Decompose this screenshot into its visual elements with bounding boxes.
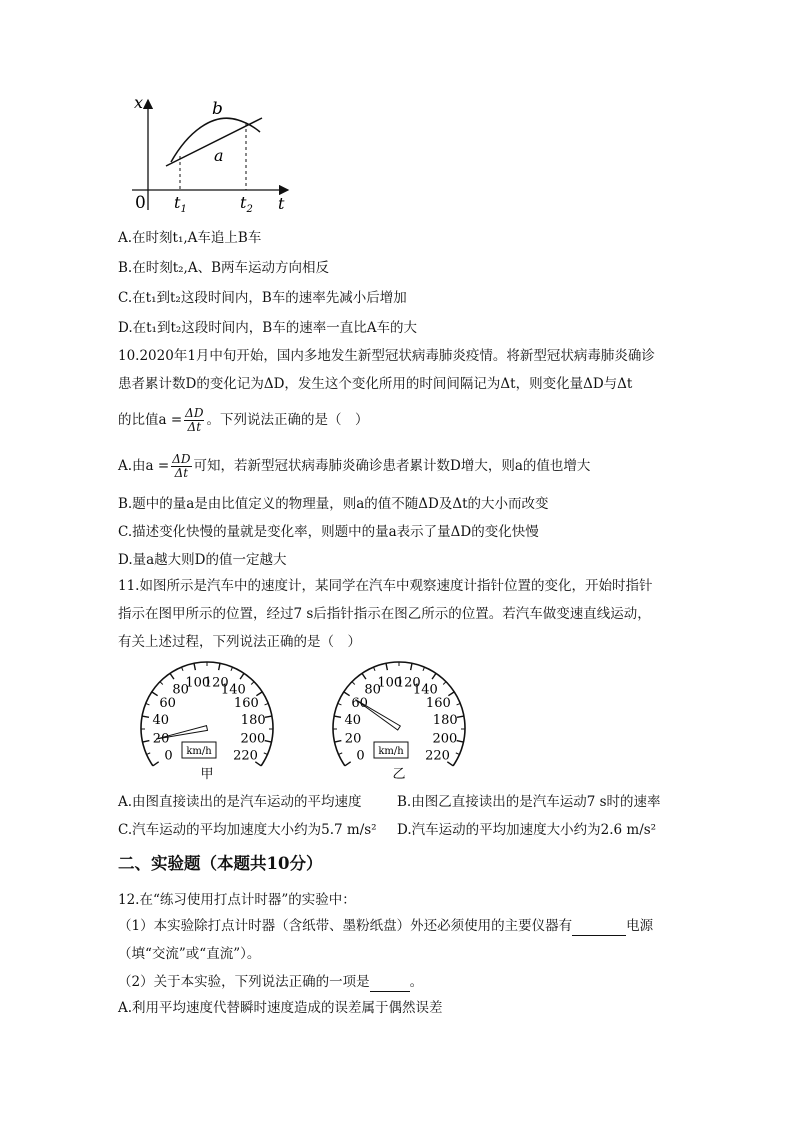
- xt-graph: [128, 92, 298, 216]
- gauge-tick: [345, 762, 351, 766]
- gauge-tick: [443, 682, 446, 685]
- q12-line-1: 12.在“练习使用打点计时器”的实验中：: [118, 892, 356, 908]
- gauge-tick-label: 200: [432, 731, 458, 747]
- gauge-tick-label: 160: [233, 695, 259, 711]
- q11-line-3: 有关上述过程，下列说法正确的是（ ）: [118, 634, 361, 650]
- gauge-tick: [251, 682, 254, 685]
- gauge-tick: [457, 716, 464, 717]
- gauge-tick: [153, 762, 159, 766]
- x-axis-label: x: [134, 93, 144, 112]
- gauge-tick: [265, 741, 272, 742]
- q12-line-2-tail: 电源: [626, 918, 654, 934]
- q10-option-b: B.题中的量a是由比值定义的物理量，则a的值不随ΔD及Δt的大小而改变: [118, 496, 549, 512]
- gauge-tick: [160, 682, 163, 685]
- q10-option-a-pre: A.由a =: [118, 458, 170, 474]
- gauge-tick: [344, 692, 350, 696]
- q9-option-a: A.在时刻t₁,A车追上B车: [118, 230, 262, 246]
- gauge-tick: [265, 716, 272, 717]
- gauge-tick-label: 20: [152, 731, 170, 747]
- gauge-tick-label: 60: [351, 695, 368, 711]
- gauge-tick: [423, 667, 425, 671]
- gauge-tick: [194, 663, 195, 670]
- q12-line-2: [118, 916, 653, 936]
- q11-option-a: A.由图直接读出的是汽车运动的平均速度: [118, 794, 362, 810]
- q11-line-2: 指示在图甲所示的位置，经过7 s后指针指示在图乙所示的位置。若汽车做变速直线运动，: [118, 606, 651, 622]
- gauge-tick: [142, 716, 149, 717]
- q12-line-4-tail: 。: [409, 974, 424, 990]
- gauge-tick-label: 140: [220, 682, 246, 698]
- gauge-tick-label: 20: [344, 731, 362, 747]
- gauge-tick: [362, 673, 366, 679]
- origin-label: 0: [135, 193, 146, 213]
- gauge-tick-label: 140: [412, 682, 438, 698]
- gauge-tick-label: 160: [425, 695, 451, 711]
- gauge-tick: [457, 741, 464, 742]
- gauge-tick: [143, 741, 150, 742]
- q9-option-b: B.在时刻t₂,A、B两车运动方向相反: [118, 260, 330, 276]
- speedometer-jia: [134, 658, 280, 782]
- q10-line-3-post: 。下列说法正确的是（ ）: [206, 412, 369, 428]
- q9-option-c: C.在t₁到t₂这段时间内，B车的速率先减小后增加: [118, 290, 407, 306]
- gauge-tick: [432, 673, 436, 679]
- curve-b-label: b: [212, 99, 223, 119]
- gauge-tick: [240, 673, 244, 679]
- q12-line-2-text: （1）本实验除打点计时器（含纸带、墨粉纸盘）外还必须使用的主要仪器有: [118, 918, 573, 934]
- gauge-tick: [152, 692, 158, 696]
- gauge-tick: [334, 716, 341, 717]
- gauge-tick-label: 40: [344, 712, 362, 728]
- q11-option-d: D.汽车运动的平均加速度大小约为2.6 m/s²: [397, 822, 657, 838]
- gauge-tick: [374, 667, 376, 671]
- gauge-tick: [219, 663, 220, 670]
- gauge-tick-label: 100: [377, 675, 403, 691]
- q12-line-4-text: （2）关于本实验，下列说法正确的一项是: [118, 974, 370, 990]
- gauge-tick: [147, 753, 151, 755]
- frac-numerator: ΔD: [185, 406, 204, 420]
- frac-denominator: Δt: [187, 420, 202, 434]
- q10-option-a-fraction: [171, 453, 191, 480]
- t2-label: $t_2$: [240, 193, 253, 215]
- frac-denominator: Δt: [174, 466, 189, 480]
- gauge-tick-label: 200: [240, 731, 266, 747]
- q12-line-4: [118, 972, 423, 992]
- q10-line-3-pre: 的比值a =: [118, 412, 183, 428]
- q10-line-2: 患者累计数D的变化记为ΔD，发生这个变化所用的时间间隔记为Δt，则变化量ΔD与Δt: [118, 376, 633, 392]
- gauge-tick-label: 220: [233, 748, 258, 764]
- line-a-label: a: [214, 146, 224, 165]
- q12-line-3: （填“交流”或“直流”）。: [118, 946, 261, 962]
- q12-option-a: A.利用平均速度代替瞬时速度造成的误差属于偶然误差: [118, 1000, 443, 1016]
- answer-blank-2[interactable]: [370, 975, 410, 992]
- gauge-tick: [457, 703, 461, 704]
- q10-option-a-post: 可知，若新型冠状病毒肺炎确诊患者累计数D增大，则a的值也增大: [193, 458, 591, 474]
- gauge-tick: [264, 753, 268, 755]
- gauge-tick-label: 100: [185, 675, 211, 691]
- q11-option-b: B.由图乙直接读出的是汽车运动7 s时的速率: [397, 794, 661, 810]
- gauge-needle: [355, 700, 400, 730]
- q10-option-d: D.量a越大则D的值一定越大: [118, 552, 287, 568]
- gauge-tick: [352, 682, 355, 685]
- frac-numerator: ΔD: [172, 452, 191, 466]
- gauge-tick: [265, 703, 269, 704]
- q11-line-1: 11.如图所示是汽车中的速度计，某同学在汽车中观察速度计指针位置的变化，开始时指针: [118, 578, 653, 594]
- gauge-tick-label: 180: [432, 712, 458, 728]
- unit-label: km/h: [186, 746, 212, 757]
- gauge-tick-label: 180: [240, 712, 266, 728]
- q11-option-c: C.汽车运动的平均加速度大小约为5.7 m/s²: [118, 822, 377, 838]
- gauge-tick-label: 0: [356, 748, 365, 764]
- gauge-tick: [182, 667, 184, 671]
- gauge-caption: 乙: [392, 767, 406, 782]
- answer-blank-1[interactable]: [572, 919, 626, 936]
- q10-line-3: [118, 406, 368, 434]
- section-heading: 二、实验题（本题共10分）: [118, 854, 323, 873]
- gauge-tick: [386, 663, 387, 670]
- gauge-tick-label: 80: [364, 682, 381, 698]
- t-axis-label: t: [278, 194, 285, 213]
- q9-option-d: D.在t₁到t₂这段时间内，B车的速率一直比A车的大: [118, 320, 417, 336]
- gauge-tick-label: 40: [152, 712, 170, 728]
- gauge-tick-label: 220: [425, 748, 450, 764]
- q10-line-1: 10.2020年1月中旬开始，国内多地发生新型冠状病毒肺炎疫情。将新型冠状病毒肺炎确诊: [118, 348, 655, 364]
- gauge-tick-label: 80: [172, 682, 189, 698]
- gauge-tick-label: 60: [159, 695, 176, 711]
- gauge-tick: [170, 673, 174, 679]
- unit-label: km/h: [378, 746, 404, 757]
- speedometer-yi: [326, 658, 472, 782]
- gauge-caption: 甲: [200, 767, 214, 782]
- gauge-tick-label: 120: [395, 675, 421, 691]
- q10-option-a: [118, 452, 590, 480]
- gauge-tick-label: 120: [203, 675, 229, 691]
- gauge-tick: [411, 663, 412, 670]
- gauge-tick: [339, 753, 343, 755]
- t1-label: $t_1$: [174, 193, 187, 215]
- gauge-tick: [146, 703, 150, 704]
- q10-fraction: [184, 407, 204, 434]
- gauge-tick-label: 0: [164, 748, 173, 764]
- q10-option-c: C.描述变化快慢的量就是变化率，则题中的量a表示了量ΔD的变化快慢: [118, 524, 539, 540]
- gauge-tick: [338, 703, 342, 704]
- gauge-tick: [335, 741, 342, 742]
- gauge-tick: [231, 667, 233, 671]
- gauge-tick: [456, 753, 460, 755]
